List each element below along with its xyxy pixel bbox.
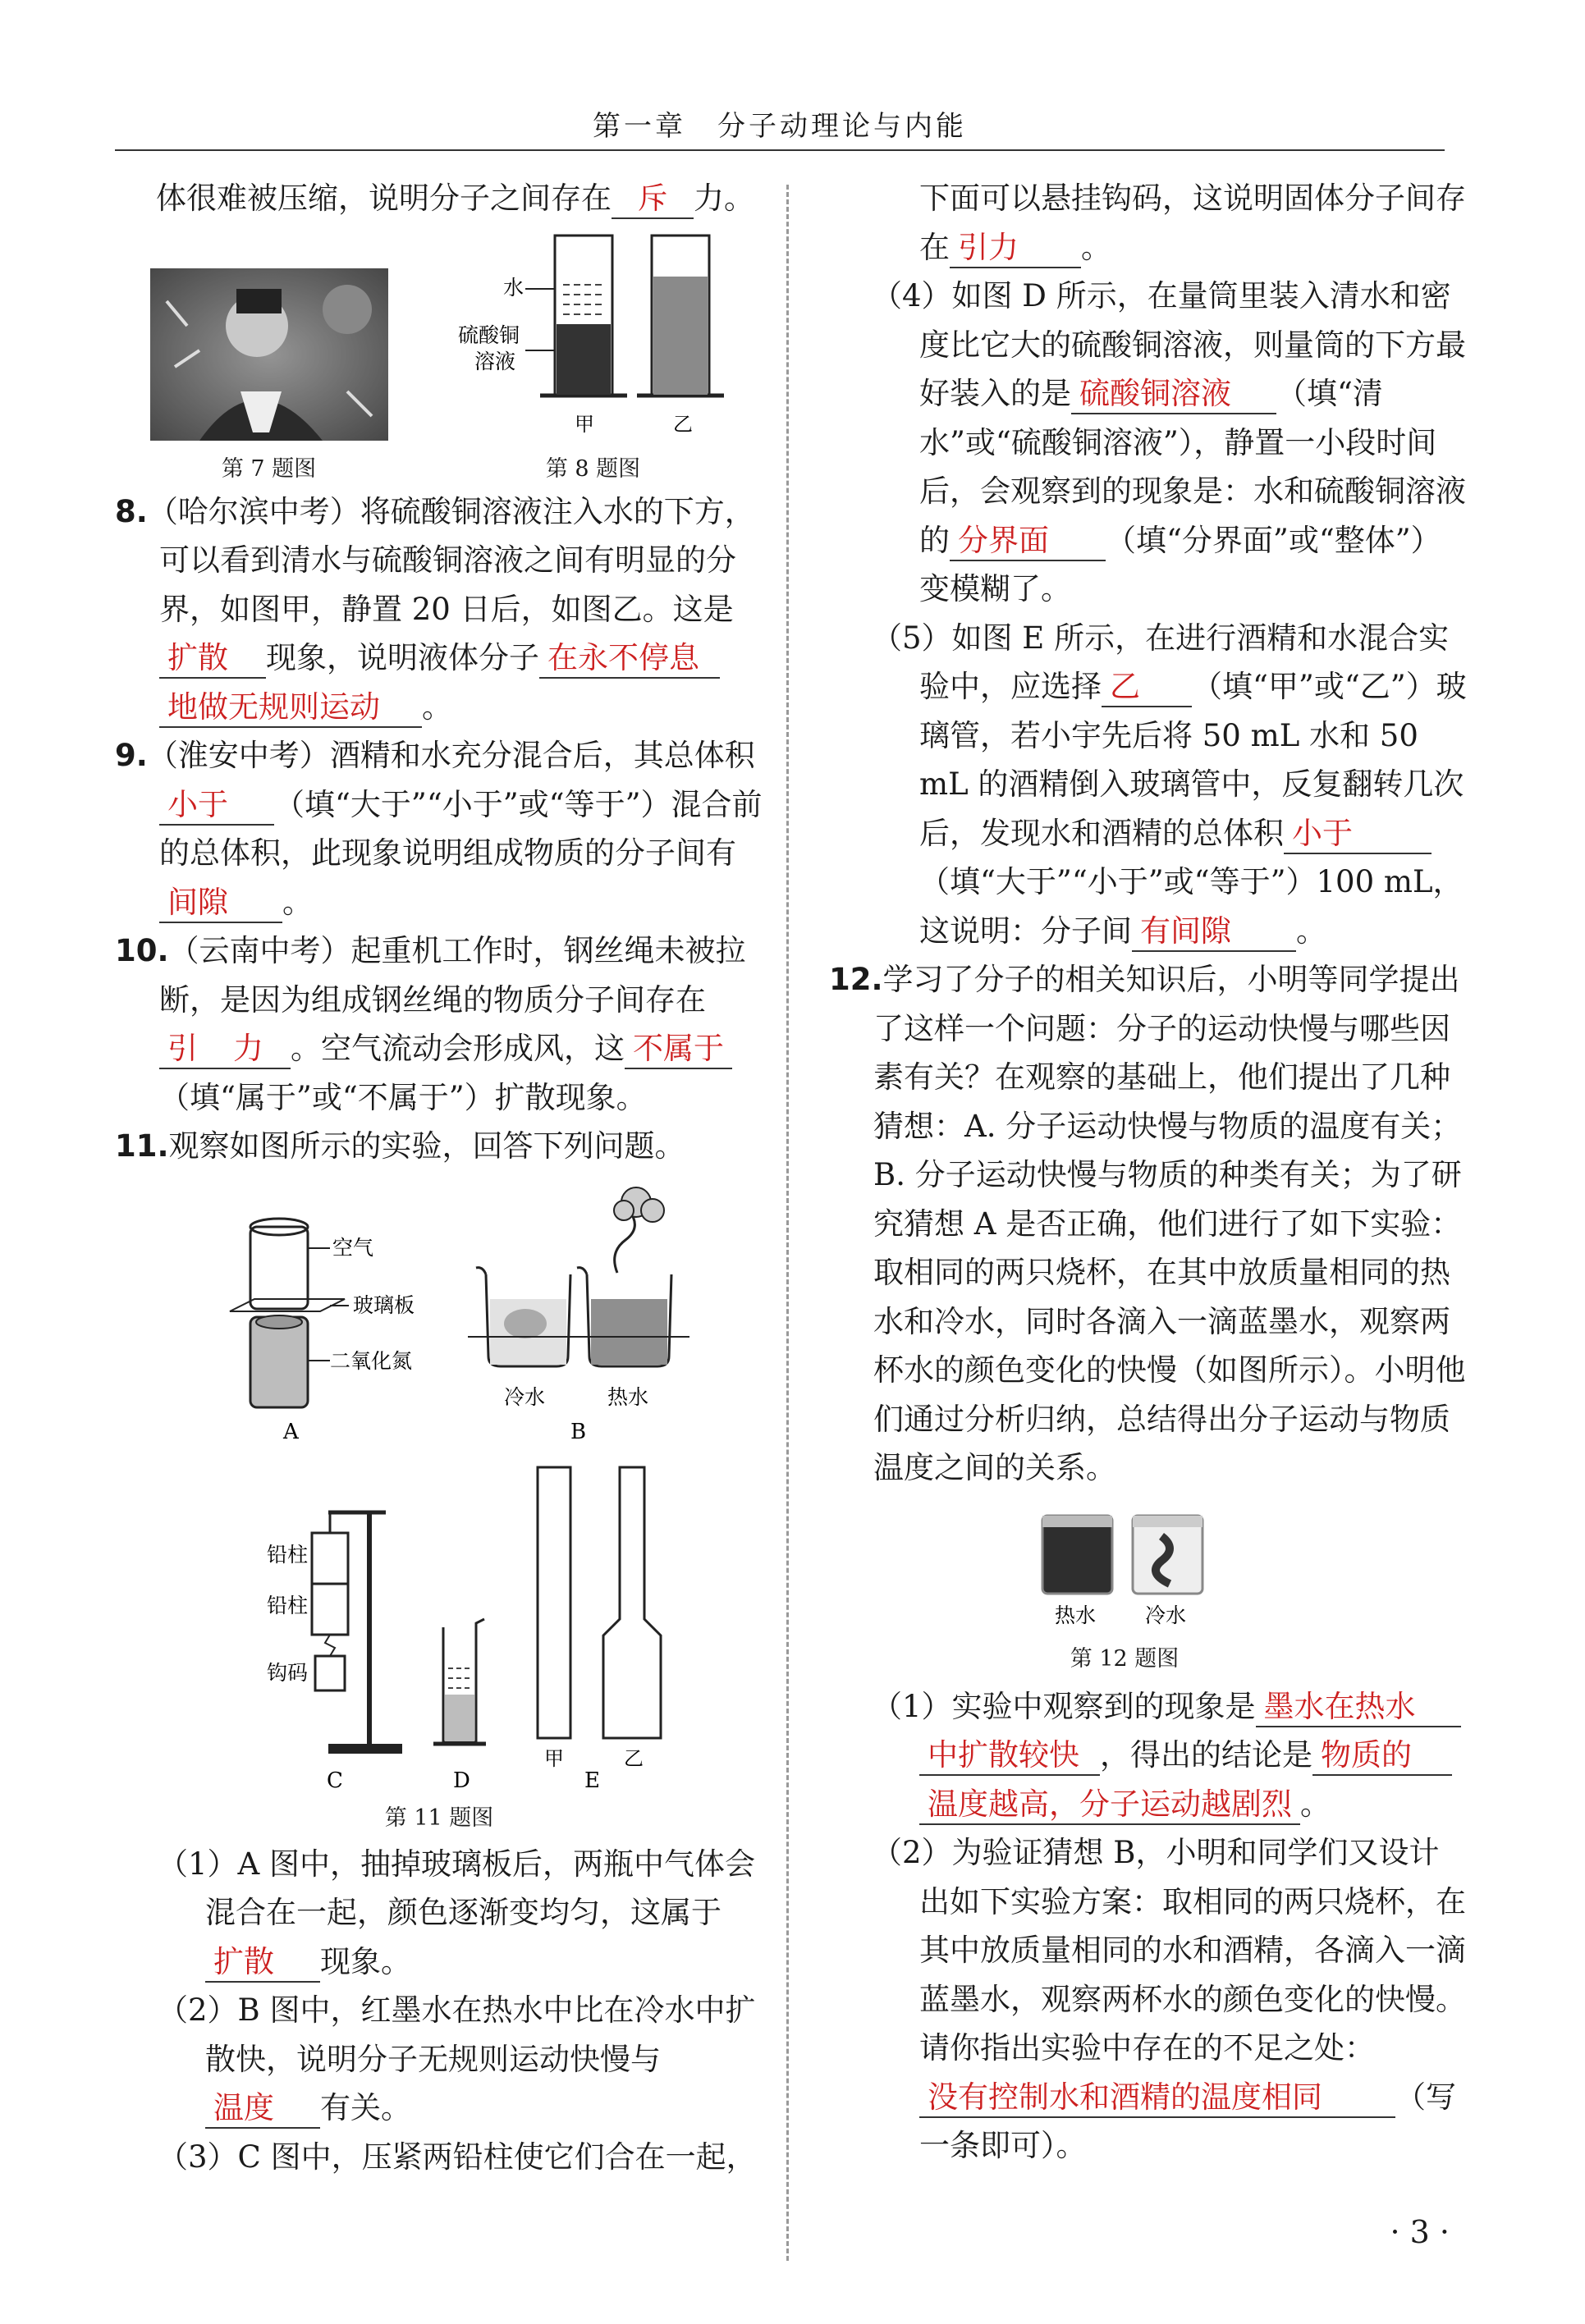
answer-blank[interactable]: 硫酸铜溶液 <box>1071 375 1276 414</box>
q11-part-2: （2）B 图中，红墨水在热水中比在冷水中扩散快，说明分子无规则运动快慢与温度 有关。 <box>115 1986 763 2133</box>
figure-11 <box>115 1176 763 1800</box>
answer-blank[interactable]: 小于 <box>159 786 274 826</box>
svg-text:乙: 乙 <box>624 1746 644 1770</box>
figure-11-caption: 第 11 题图 <box>384 1805 494 1831</box>
svg-text:A: A <box>283 1419 299 1444</box>
svg-text:热水: 热水 <box>1055 1603 1097 1627</box>
answer-blank[interactable]: 乙 <box>1102 668 1192 707</box>
svg-text:B: B <box>570 1419 587 1444</box>
svg-text:甲: 甲 <box>544 1746 564 1770</box>
figure-7 <box>150 268 388 483</box>
answer-blank[interactable]: 引力 <box>950 229 1081 268</box>
q11-part-4: （4）如图 D 所示，在量筒里装入清水和密度比它大的硫酸铜溶液，则量筒的下方最好装入的是 硫酸铜溶液 （填“清水”或“硫酸铜溶液”），静置一小段时间后，会观察到的现象是：水和硫酸铜溶液的 分界面 （填“分界面”或“整体”）变模糊了。 <box>872 278 1466 606</box>
figure-7-caption: 第 7 题图 <box>221 455 317 482</box>
figure-b <box>468 1187 689 1444</box>
answer-blank[interactable]: 不属于 <box>625 1030 732 1069</box>
q11-part-3: （3）C 图中，压紧两铅柱使它们合在一起， <box>158 2139 757 2175</box>
q11-part-5: （5）如图 E 所示，在进行酒精和水混合实验中，应选择 乙 （填“甲”或“乙”）玻璃管，若小宇先后将 50 mL 水和 50 mL 的酒精倒入玻璃管中，反复翻转几次后，发现水和酒精的总体积 小于（填“大于”“小于”或“等于”）100 mL，这说明：分子间 有间隙 。 <box>829 614 1469 956</box>
answer-blank[interactable]: 扩散 <box>205 1943 320 1983</box>
svg-text:热水: 热水 <box>607 1384 649 1409</box>
answer-blank[interactable]: 温度越高，分子运动越剧烈 <box>919 1786 1300 1825</box>
q12-part-1: （1）实验中观察到的现象是 墨水在热水中扩散较快 ，得出的结论是 物质的温度越高，分子运动越剧烈 。 <box>829 1682 1469 1829</box>
answer-blank[interactable]: 地做无规则运动 <box>159 689 422 728</box>
figure-d <box>433 1619 486 1793</box>
header-rule <box>115 149 1445 151</box>
answer-blank[interactable]: 没有控制水和酒精的温度相同 <box>919 2079 1395 2118</box>
page-header: 第一章 分子动理论与内能 <box>593 110 967 143</box>
question-8: 8.（哈尔滨中考）将硫酸铜溶液注入水的下方，可以看到清水与硫酸铜溶液之间有明显的分界，如图甲，静置 20 日后，如图乙。这是扩散 现象，说明液体分子 在永不停息 地做无规则运动 。 <box>115 487 763 732</box>
svg-text:二氧化氮: 二氧化氮 <box>330 1348 413 1373</box>
answer-blank[interactable]: 力 <box>225 1030 291 1069</box>
svg-text:E: E <box>584 1768 600 1793</box>
answer-blank[interactable]: 小于 <box>1284 815 1432 854</box>
answer-blank[interactable]: 温度 <box>205 2089 320 2129</box>
left-column <box>115 174 763 2181</box>
q11-part-1: （1）A 图中，抽掉玻璃板后，两瓶中气体会混合在一起，颜色逐渐变均匀，这属于扩散 现象。 <box>115 1840 763 1987</box>
svg-text:玻璃板: 玻璃板 <box>353 1292 415 1317</box>
figure-12 <box>780 1507 1469 1672</box>
svg-text:冷水: 冷水 <box>1145 1603 1187 1627</box>
svg-text:溶液: 溶液 <box>474 349 515 373</box>
svg-text:C: C <box>327 1768 343 1793</box>
svg-text:铅柱: 铅柱 <box>267 1542 309 1567</box>
figure-e <box>538 1467 661 1793</box>
svg-text:空气: 空气 <box>332 1235 374 1260</box>
svg-text:水: 水 <box>502 275 524 300</box>
svg-text:D: D <box>453 1768 470 1793</box>
answer-blank[interactable]: 有间隙 <box>1132 913 1296 952</box>
svg-text:钩码: 钩码 <box>267 1660 309 1685</box>
column-divider <box>786 185 789 2261</box>
figure-8 <box>458 227 729 483</box>
answer-blank[interactable]: 物质的 <box>1312 1736 1452 1776</box>
figure-12-caption: 第 12 题图 <box>1070 1645 1180 1672</box>
answer-blank[interactable]: 墨水在热水 <box>1256 1688 1461 1727</box>
q11-part-3-cont: 下面可以悬挂钩码，这说明固体分子间存在 引力 。 <box>829 174 1469 272</box>
q7-tail: 体很难被压缩，说明分子之间存在 斥 力。 <box>115 174 763 223</box>
question-12: 12.学习了分子的相关知识后，小明等同学提出了这样一个问题：分子的运动快慢与哪些因素有关？在观察的基础上，他们提出了几种猜想：A. 分子运动快慢与物质的温度有关；B. 分子运动快慢与物质的种类有关；为了研究猜想 A 是否正确，他们进行了如下实验：取相同的两只烧杯，在其中放质量相同的热水和冷水，同时各滴入一滴蓝墨水，观察两杯水的颜色变化的快慢（如图所示）。小明他们通过分析归纳，总结得出分子运动与物质温度之间的关系。 <box>829 962 1466 1485</box>
right-column <box>829 174 1469 2171</box>
question-10: 10.（云南中考）起重机工作时，钢丝绳未被拉断，是因为组成钢丝绳的物质分子间存在引 力 。空气流动会形成风，这 不属于（填“属于”或“不属于”）扩散现象。 <box>115 933 746 1115</box>
figures-7-8 <box>115 236 763 483</box>
figure-8-caption: 第 8 题图 <box>545 455 641 482</box>
svg-text:硫酸铜: 硫酸铜 <box>457 323 520 347</box>
answer-blank[interactable]: 斥 <box>612 180 694 219</box>
answer-blank[interactable]: 间隙 <box>159 884 282 923</box>
experiments-figure <box>115 1176 763 1800</box>
answer-blank[interactable]: 引 <box>159 1030 225 1069</box>
q12-part-2: （2）为验证猜想 B，小明和同学们又设计出如下实验方案：取相同的两只烧杯，在其中放质量相同的水和酒精，各滴入一滴蓝墨水，观察两杯水的颜色变化的快慢。请你指出实验中存在的不足之处：没有控制水和酒精的温度相同 （写一条即可）。 <box>872 1835 1466 2163</box>
figure-a <box>230 1219 415 1444</box>
answer-blank[interactable]: 中扩散较快 <box>919 1736 1100 1776</box>
answer-blank[interactable]: 在永不停息 <box>539 639 720 679</box>
photo-person-icon <box>150 268 388 441</box>
answer-blank[interactable]: 分界面 <box>950 522 1106 561</box>
svg-text:冷水: 冷水 <box>504 1384 546 1409</box>
svg-text:乙: 乙 <box>672 412 693 436</box>
svg-text:甲: 甲 <box>574 412 594 436</box>
question-9: 9.（淮安中考）酒精和水充分混合后，其总体积小于 （填“大于”“小于”或“等于”）混合前的总体积，此现象说明组成物质的分子间有间隙 。 <box>115 731 763 926</box>
svg-text:铅柱: 铅柱 <box>267 1593 309 1617</box>
beakers-photo <box>1030 1507 1219 1631</box>
page-number: · 3 · <box>1390 2214 1450 2250</box>
answer-blank[interactable]: 扩散 <box>159 639 266 679</box>
question-11: 11.观察如图所示的实验，回答下列问题。 <box>115 1128 685 1164</box>
cylinders-figure <box>458 227 729 441</box>
figure-c <box>267 1512 402 1793</box>
